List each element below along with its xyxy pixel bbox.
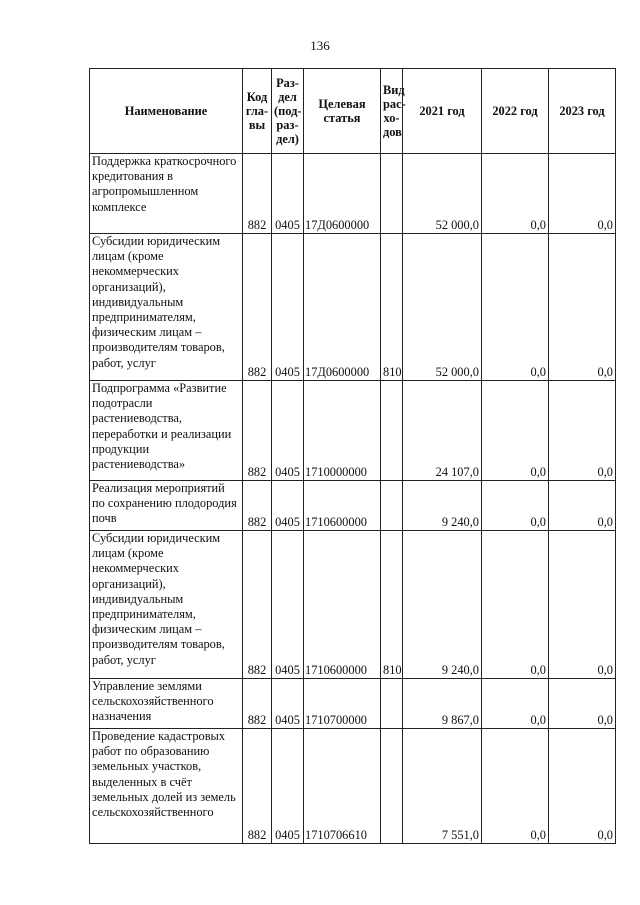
row-2023: 0,0 xyxy=(549,381,616,481)
row-expense xyxy=(381,679,403,729)
row-code: 882 xyxy=(243,729,272,844)
row-section: 0405 xyxy=(272,154,304,234)
row-target: 1710000000 xyxy=(304,381,381,481)
row-2021: 24 107,0 xyxy=(403,381,482,481)
row-2023: 0,0 xyxy=(549,234,616,381)
header-2023: 2023 год xyxy=(549,69,616,154)
row-2021: 9 867,0 xyxy=(403,679,482,729)
row-target: 1710700000 xyxy=(304,679,381,729)
header-code: Код гла- вы xyxy=(243,69,272,154)
table-row xyxy=(90,679,616,729)
row-2022: 0,0 xyxy=(482,154,549,234)
row-name: Субсидии юридическим лицам (кроме некоммерческих организаций), индивидуальным предпринимателям, физическим лицам – производителям товаров, работ, услуг xyxy=(90,531,243,679)
table-row xyxy=(90,531,616,679)
row-target: 17Д0600000 xyxy=(304,234,381,381)
header-name: Наименование xyxy=(90,69,243,154)
row-section: 0405 xyxy=(272,234,304,381)
table-row xyxy=(90,729,616,844)
row-expense: 810 xyxy=(381,234,403,381)
row-name: Поддержка краткосрочного кредитования в агропромышленном комплексе xyxy=(90,154,243,234)
row-code: 882 xyxy=(243,154,272,234)
row-2021: 9 240,0 xyxy=(403,531,482,679)
row-code: 882 xyxy=(243,381,272,481)
table-row xyxy=(90,234,616,381)
row-section: 0405 xyxy=(272,729,304,844)
row-2022: 0,0 xyxy=(482,481,549,531)
row-2021: 9 240,0 xyxy=(403,481,482,531)
row-code: 882 xyxy=(243,481,272,531)
row-name: Субсидии юридическим лицам (кроме некоммерческих организаций), индивидуальным предпринимателям, физическим лицам – производителям товаров, работ, услуг xyxy=(90,234,243,381)
row-2021: 52 000,0 xyxy=(403,234,482,381)
row-2023: 0,0 xyxy=(549,481,616,531)
row-expense xyxy=(381,381,403,481)
table-row xyxy=(90,381,616,481)
row-section: 0405 xyxy=(272,481,304,531)
header-row xyxy=(90,69,616,154)
row-expense xyxy=(381,729,403,844)
row-2022: 0,0 xyxy=(482,729,549,844)
header-2022: 2022 год xyxy=(482,69,549,154)
row-expense xyxy=(381,481,403,531)
row-2023: 0,0 xyxy=(549,154,616,234)
row-target: 1710600000 xyxy=(304,531,381,679)
row-target: 17Д0600000 xyxy=(304,154,381,234)
row-code: 882 xyxy=(243,679,272,729)
header-expense: Вид рас- хо- дов xyxy=(381,69,403,154)
row-expense: 810 xyxy=(381,531,403,679)
table-row xyxy=(90,481,616,531)
row-section: 0405 xyxy=(272,679,304,729)
row-expense xyxy=(381,154,403,234)
row-2021: 52 000,0 xyxy=(403,154,482,234)
row-2022: 0,0 xyxy=(482,381,549,481)
row-target: 1710600000 xyxy=(304,481,381,531)
budget-table xyxy=(89,68,616,844)
row-code: 882 xyxy=(243,531,272,679)
row-section: 0405 xyxy=(272,381,304,481)
row-name: Реализация мероприятий по сохранению плодородия почв xyxy=(90,481,243,531)
header-section: Раз- дел (под- раз- дел) xyxy=(272,69,304,154)
row-2023: 0,0 xyxy=(549,531,616,679)
row-section: 0405 xyxy=(272,531,304,679)
row-2022: 0,0 xyxy=(482,234,549,381)
row-name: Проведение кадастровых работ по образованию земельных участков, выделенных в счёт земельных долей из земель сельскохозяйственного xyxy=(90,729,243,844)
row-2021: 7 551,0 xyxy=(403,729,482,844)
page-number: 136 xyxy=(310,38,330,53)
header-target: Целевая статья xyxy=(304,69,381,154)
row-target: 1710706610 xyxy=(304,729,381,844)
row-name: Управление землями сельскохозяйственного назначения xyxy=(90,679,243,729)
header-2021: 2021 год xyxy=(403,69,482,154)
row-2022: 0,0 xyxy=(482,531,549,679)
row-code: 882 xyxy=(243,234,272,381)
row-2023: 0,0 xyxy=(549,729,616,844)
row-name: Подпрограмма «Развитие подотрасли растениеводства, переработки и реализации продукции растениеводства» xyxy=(90,381,243,481)
table-row xyxy=(90,154,616,234)
row-2023: 0,0 xyxy=(549,679,616,729)
row-2022: 0,0 xyxy=(482,679,549,729)
